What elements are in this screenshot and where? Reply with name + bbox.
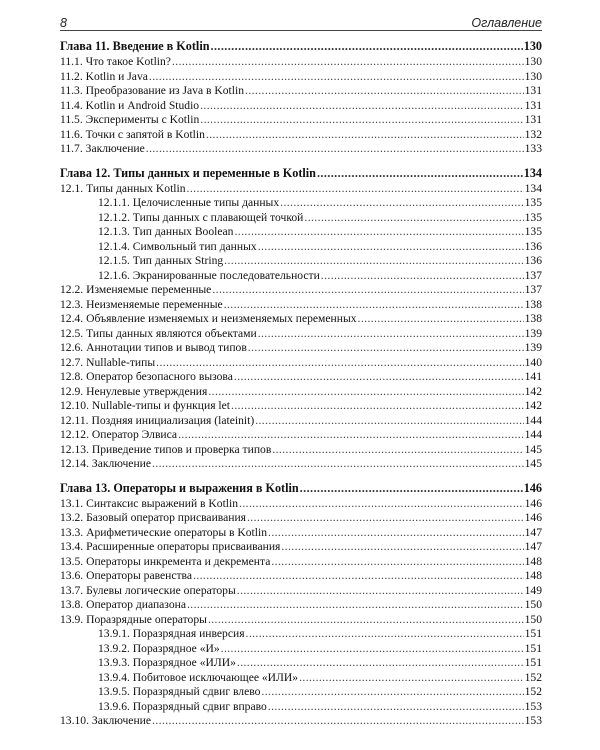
entry-title: 12.4. Объявление изменяемых и неизменяемых переменных [60,312,357,325]
entry-page-number: 141 [524,370,542,383]
entry-title: 12.3. Неизменяемые переменные [60,297,223,311]
dot-leader [178,428,524,443]
chapter-entry[interactable] [60,165,542,182]
entry-page-number: 136 [524,254,542,267]
section-entry[interactable] [60,84,542,99]
dot-leader [206,128,524,143]
section-entry[interactable] [60,428,542,443]
entry-title: 12.7. Nullable-типы [60,355,156,369]
section-entry[interactable] [60,598,542,613]
subsection-entry[interactable] [60,671,542,686]
subsection-entry[interactable] [60,627,542,642]
header-page-number: 8 [60,16,67,30]
entry-page-number: 151 [524,627,542,640]
entry-title: 12.1.4. Символьный тип данных [98,239,257,253]
entry-title: 12.8. Оператор безопасного вызова [60,370,233,383]
section-entry[interactable] [60,327,542,342]
entry-title: 13.8. Оператор диапазона [60,598,186,611]
dot-leader [208,613,524,628]
subsection-entry[interactable] [60,269,542,284]
dot-leader [237,584,524,599]
chapter-entry[interactable] [60,480,542,497]
section-entry[interactable] [60,385,542,400]
entry-page-number: 130 [523,39,542,53]
entry-page-number: 151 [524,641,542,655]
section-entry[interactable] [60,511,542,526]
entry-page-number: 147 [524,540,542,553]
entry-title: 13.2. Базовый оператор присваивания [60,511,246,524]
dot-leader [248,341,524,356]
section-entry[interactable] [60,457,542,472]
entry-title: Глава 12. Типы данных и переменные в Kotlin [60,165,316,180]
chapter-entry[interactable] [60,38,542,55]
dot-leader [152,714,524,729]
entry-page-number: 139 [524,341,542,354]
dot-leader [321,269,524,284]
entry-title: 13.9.6. Поразрядный сдвиг вправо [98,699,267,713]
entry-title: 13.3. Арифметические операторы в Kotlin [60,525,268,539]
entry-title: 11.5. Эксперименты с Kotlin [60,113,200,126]
dot-leader [149,70,524,85]
dot-leader [208,385,523,400]
dot-leader [212,283,523,298]
subsection-entry[interactable] [60,211,542,226]
dot-leader [237,656,524,671]
entry-page-number: 142 [524,399,542,412]
entry-page-number: 139 [524,326,542,340]
subsection-entry[interactable] [60,225,542,240]
entry-title: 12.6. Аннотации типов и вывод типов [60,341,247,354]
section-entry[interactable] [60,497,542,512]
entry-page-number: 145 [524,442,542,456]
entry-page-number: 132 [524,127,542,141]
dot-leader [258,240,524,255]
entry-title: 12.9. Ненулевые утверждения [60,384,208,398]
entry-title: 13.9.1. Поразрядная инверсия [98,627,245,640]
entry-page-number: 153 [524,699,542,713]
dot-leader [187,598,524,613]
dot-leader [146,142,524,157]
dot-leader [247,511,524,526]
section-entry[interactable] [60,341,542,356]
entry-page-number: 151 [524,656,542,669]
section-entry[interactable] [60,569,542,584]
subsection-entry[interactable] [60,642,542,657]
dot-leader [200,99,524,114]
entry-title: Глава 11. Введение в Kotlin [60,39,210,53]
dot-leader [261,685,523,700]
dot-leader [224,298,524,313]
entry-page-number: 152 [524,670,542,684]
entry-page-number: 148 [524,554,542,568]
dot-leader [280,196,523,211]
dot-leader [317,165,523,182]
entry-title: 12.5. Типы данных являются объектами [60,326,257,340]
section-entry[interactable] [60,70,542,85]
dot-leader [272,443,523,458]
entry-page-number: 134 [523,165,542,180]
entry-page-number: 146 [524,511,542,524]
entry-title: 13.9. Поразрядные операторы [60,612,207,626]
dot-leader [211,38,523,55]
section-entry[interactable] [60,142,542,157]
section-entry[interactable] [60,113,542,128]
dot-leader [255,414,523,429]
subsection-entry[interactable] [60,240,542,255]
entry-page-number: 131 [524,98,542,112]
entry-page-number: 144 [524,413,542,427]
entry-title: 13.7. Булевы логические операторы [60,583,236,597]
dot-leader [224,254,523,269]
dot-leader [172,55,524,70]
running-header [60,10,542,30]
entry-title: 11.4. Kotlin и Android Studio [60,98,200,112]
dot-leader [193,569,524,584]
entry-page-number: 148 [524,569,542,582]
section-entry[interactable] [60,414,542,429]
dot-leader [221,642,524,657]
section-entry[interactable] [60,613,542,628]
entry-title: 12.14. Заключение [60,457,152,470]
entry-title: 11.1. Что такое Kotlin? [60,55,171,68]
entry-title: 13.9.5. Поразрядный сдвиг влево [98,685,261,698]
dot-leader [234,370,524,385]
entry-page-number: 146 [524,496,542,510]
section-entry[interactable] [60,283,542,298]
entry-title: 11.2. Kotlin и Java [60,69,148,83]
entry-title: 13.10. Заключение [60,714,152,727]
dot-leader [268,700,524,715]
section-entry[interactable] [60,714,542,729]
dot-leader [358,312,524,327]
dot-leader [300,480,523,497]
entry-title: 12.1.5. Тип данных String [98,254,224,267]
dot-leader [234,225,523,240]
section-entry[interactable] [60,555,542,570]
entry-page-number: 150 [524,612,542,626]
dot-leader [156,356,523,371]
entry-title: 12.11. Поздняя инициализация (lateinit) [60,413,255,427]
entry-title: 12.12. Оператор Элвиса [60,428,178,441]
entry-page-number: 152 [524,685,542,698]
entry-page-number: 146 [523,480,542,495]
header-title: Оглавление [471,16,542,30]
dot-leader [281,540,523,555]
dot-leader [246,627,524,642]
entry-title: 11.6. Точки с запятой в Kotlin [60,127,205,141]
entry-title: 12.13. Приведение типов и проверка типов [60,442,272,456]
dot-leader [231,399,524,414]
dot-leader [268,526,524,541]
dot-leader [152,457,524,472]
entry-title: 13.5. Операторы инкремента и декремента [60,554,271,568]
entry-page-number: 138 [524,312,542,325]
entry-page-number: 135 [524,210,542,224]
entry-page-number: 153 [524,714,542,727]
entry-page-number: 138 [524,297,542,311]
entry-title: 13.6. Операторы равенства [60,569,193,582]
subsection-entry[interactable] [60,685,542,700]
section-entry[interactable] [60,99,542,114]
dot-leader [271,555,523,570]
entry-page-number: 145 [524,457,542,470]
dot-leader [258,327,524,342]
section-entry[interactable] [60,182,542,197]
subsection-entry[interactable] [60,196,542,211]
entry-title: 13.9.2. Поразрядное «И» [98,641,220,655]
entry-page-number: 135 [524,225,542,238]
entry-title: 12.1.3. Тип данных Boolean [98,225,234,238]
section-entry[interactable] [60,298,542,313]
entry-page-number: 137 [524,268,542,282]
subsection-entry[interactable] [60,656,542,671]
entry-title: 13.9.4. Побитовое исключающее «ИЛИ» [98,670,299,684]
entry-title: 11.3. Преобразование из Java в Kotlin [60,84,245,97]
subsection-entry[interactable] [60,700,542,715]
entry-page-number: 149 [524,583,542,597]
section-entry[interactable] [60,443,542,458]
section-entry[interactable] [60,128,542,143]
section-entry[interactable] [60,399,542,414]
section-entry[interactable] [60,584,542,599]
entry-title: 11.7. Заключение [60,142,145,155]
section-gap [60,472,542,480]
entry-page-number: 133 [524,142,542,155]
section-entry[interactable] [60,540,542,555]
table-of-contents [60,38,542,729]
section-entry[interactable] [60,312,542,327]
entry-title: 12.1. Типы данных Kotlin [60,181,186,195]
entry-page-number: 150 [524,598,542,611]
entry-title: 12.10. Nullable-типы и функция let [60,399,231,412]
entry-title: 13.9.3. Поразрядное «ИЛИ» [98,656,236,669]
entry-title: 13.4. Расширенные операторы присваивания [60,540,281,553]
entry-page-number: 130 [524,69,542,83]
entry-page-number: 130 [524,55,542,68]
header-rule [60,30,542,31]
entry-title: 12.1.1. Целочисленные типы данных [98,196,280,209]
entry-title: Глава 13. Операторы и выражения в Kotlin [60,480,299,495]
entry-page-number: 131 [524,84,542,97]
dot-leader [239,497,524,512]
entry-page-number: 144 [524,428,542,441]
section-entry[interactable] [60,55,542,70]
section-entry[interactable] [60,356,542,371]
entry-page-number: 131 [524,113,542,126]
entry-title: 12.1.2. Типы данных с плавающей точкой [98,210,304,224]
subsection-entry[interactable] [60,254,542,269]
section-entry[interactable] [60,370,542,385]
dot-leader [245,84,524,99]
section-gap [60,157,542,165]
entry-page-number: 134 [524,181,542,195]
entry-page-number: 135 [524,196,542,209]
dot-leader [200,113,523,128]
entry-title: 13.1. Синтаксис выражений в Kotlin [60,496,239,510]
entry-title: 12.2. Изменяемые переменные [60,283,212,296]
section-entry[interactable] [60,526,542,541]
entry-page-number: 147 [524,525,542,539]
entry-page-number: 142 [524,384,542,398]
dot-leader [299,671,524,686]
entry-page-number: 137 [524,283,542,296]
dot-leader [304,211,523,226]
dot-leader [187,182,524,197]
entry-page-number: 140 [524,355,542,369]
entry-page-number: 136 [524,239,542,253]
entry-title: 12.1.6. Экранированные последовательности [98,268,320,282]
